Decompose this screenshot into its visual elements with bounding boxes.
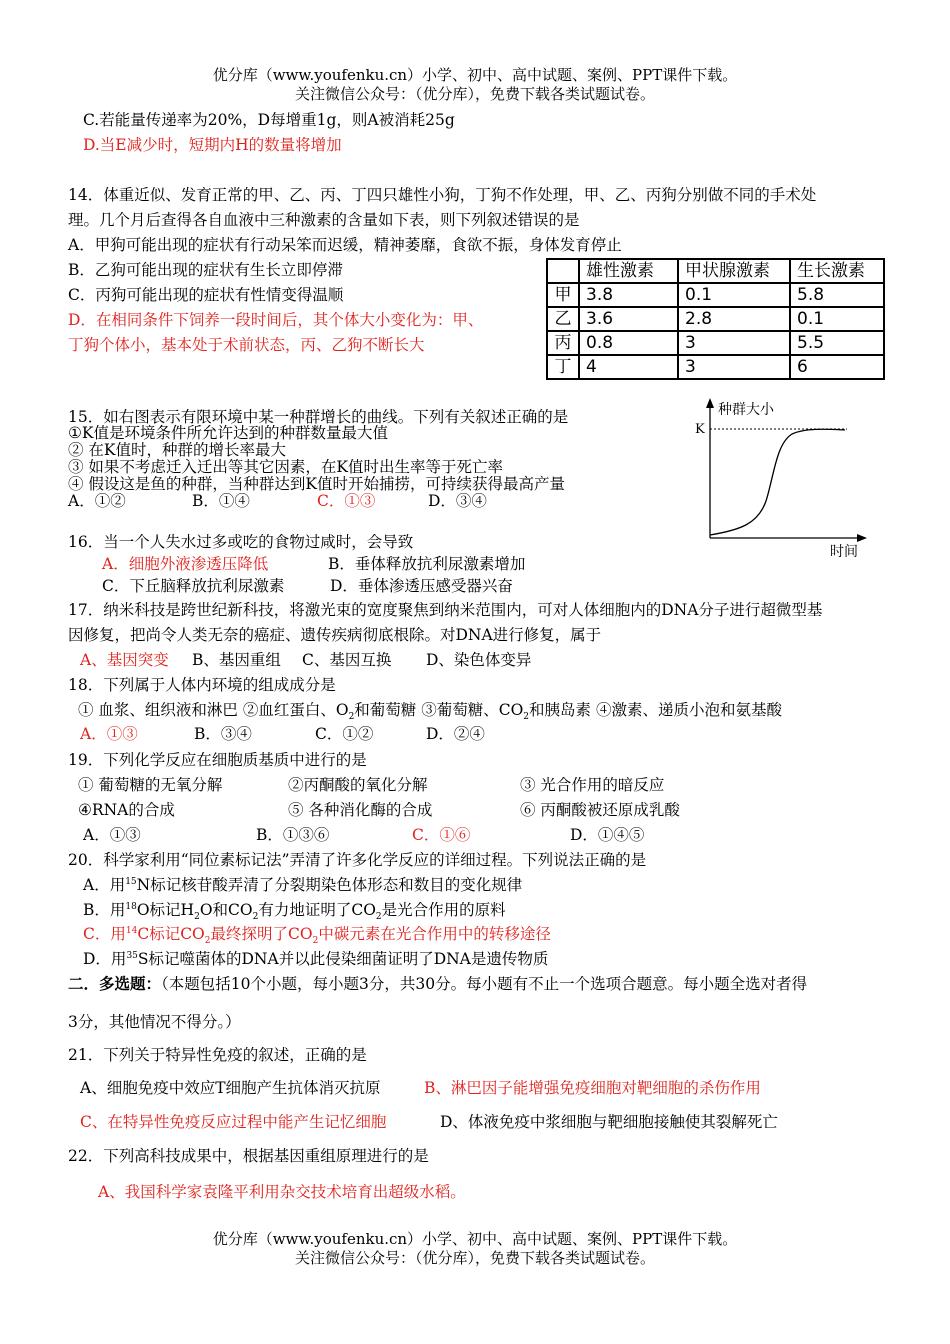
section-2-desc-line-2: 3分，其他情况不得分。） bbox=[68, 1013, 241, 1031]
table-header-cell: 生长激素 bbox=[790, 259, 884, 283]
subscript: 2 bbox=[375, 912, 382, 923]
q18-items-part-3: 和胰岛素 ④激素、递质小泡和氨基酸 bbox=[529, 701, 782, 719]
table-header-cell bbox=[547, 259, 579, 283]
table-cell: 3 bbox=[678, 331, 790, 355]
header-line-1: 优分库（www.youfenku.cn）小学、初中、高中试题、案例、PPT课件下载。 bbox=[212, 66, 738, 84]
q14-option-d-line-2: 丁狗个体小，基本处于术前状态，丙、乙狗不断长大 bbox=[68, 336, 425, 354]
q18-option-d: D．②④ bbox=[426, 725, 485, 743]
table-cell: 0.1 bbox=[678, 283, 790, 307]
q20-b-prefix: B．用 bbox=[83, 901, 126, 919]
q21-option-c: C、在特异性免疫反应过程中能产生记忆细胞 bbox=[80, 1113, 387, 1131]
table-row bbox=[547, 355, 884, 379]
q19-item-3: ③ 光合作用的暗反应 bbox=[520, 776, 665, 794]
q20-c-prefix: C．用 bbox=[83, 925, 126, 943]
q14-option-d-line-1: D．在相同条件下饲养一段时间后，其个体大小变化为：甲、 bbox=[68, 311, 484, 329]
q17-option-c: C、基因互换 bbox=[302, 651, 392, 669]
superscript: 18 bbox=[125, 901, 137, 912]
q19-stem: 19．下列化学反应在细胞质基质中进行的是 bbox=[68, 751, 367, 769]
superscript: 14 bbox=[125, 925, 138, 936]
q15-option-c: C．①③ bbox=[317, 492, 376, 510]
table-cell: 2.8 bbox=[678, 307, 790, 331]
table-cell: 丁 bbox=[547, 355, 579, 379]
q20-c-text: C标记CO bbox=[137, 925, 205, 943]
table-row bbox=[547, 331, 884, 355]
q20-stem: 20．科学家利用“同位素标记法”弄清了许多化学反应的详细过程。下列说法正确的是 bbox=[68, 851, 647, 869]
subscript: 2 bbox=[523, 712, 530, 723]
subscript: 2 bbox=[204, 936, 211, 947]
x-axis-arrow bbox=[857, 534, 867, 542]
q15-stem: 15．如右图表示有限环境中某一种群增长的曲线。下列有关叙述正确的是 bbox=[68, 408, 569, 426]
q13-option-c: C.若能量传递率为20%，D每增重1g，则A被消耗25g bbox=[83, 111, 455, 129]
q16-option-b: B．垂体释放抗利尿激素增加 bbox=[328, 555, 526, 573]
q16-option-a: A．细胞外液渗透压降低 bbox=[102, 555, 269, 573]
q14-option-b: B．乙狗可能出现的症状有生长立即停滞 bbox=[68, 261, 343, 279]
subscript: 2 bbox=[252, 912, 259, 923]
table-header-cell: 雄性激素 bbox=[579, 259, 678, 283]
q17-stem-line-2: 因修复，把尚令人类无奈的癌症、遗传疾病彻底根除。对DNA进行修复，属于 bbox=[68, 626, 602, 644]
q20-b-text: 有力地证明了CO bbox=[258, 901, 376, 919]
table-cell: 3.6 bbox=[579, 307, 678, 331]
q22-stem: 22．下列高科技成果中，根据基因重组原理进行的是 bbox=[68, 1147, 429, 1165]
q16-option-c: C．下丘脑释放抗利尿激素 bbox=[102, 577, 285, 595]
subscript: 2 bbox=[312, 936, 319, 947]
population-growth-graph bbox=[690, 396, 870, 561]
q19-item-2: ②丙酮酸的氧化分解 bbox=[288, 776, 428, 794]
q20-option-c bbox=[83, 922, 551, 946]
q20-option-a bbox=[83, 873, 522, 895]
q18-items-part-1: ① 血浆、组织液和淋巴 ②血红蛋白、O bbox=[78, 701, 349, 719]
section-2-title: 二．多选题： bbox=[68, 974, 162, 993]
subscript: 2 bbox=[194, 912, 200, 923]
q19-item-6: ⑥ 丙酮酸被还原成乳酸 bbox=[520, 801, 680, 819]
q20-option-d bbox=[83, 947, 548, 969]
q15-statement-2: ② 在K值时，种群的增长率最大 bbox=[68, 441, 287, 459]
table-header-cell: 甲状腺激素 bbox=[678, 259, 790, 283]
hormone-table bbox=[546, 258, 885, 380]
q14-option-a: A．甲狗可能出现的症状有行动呆笨而迟缓，精神萎靡，食欲不振，身体发育停止 bbox=[68, 236, 622, 254]
q20-b-text: O和CO bbox=[199, 901, 253, 919]
q15-statement-3: ③ 如果不考虑迁入迁出等其它因素，在K值时出生率等于死亡率 bbox=[68, 458, 504, 476]
y-axis-arrow bbox=[706, 398, 714, 408]
section-2-desc: （本题包括10个小题，每小题3分，共30分。每小题有不止一个选项合题意。每小题全选对者得 bbox=[161, 975, 808, 993]
q20-b-text: O标记H bbox=[136, 901, 195, 919]
q21-option-d: D、体液免疫中浆细胞与靶细胞接触使其裂解死亡 bbox=[440, 1113, 778, 1131]
subscript: 2 bbox=[348, 712, 355, 723]
header-line-2: 关注微信公众号：（优分库），免费下载各类试题试卷。 bbox=[294, 85, 655, 103]
table-row bbox=[547, 307, 884, 331]
superscript: 15 bbox=[125, 876, 137, 887]
q16-option-d: D．垂体渗透压感受器兴奋 bbox=[330, 577, 513, 595]
q19-option-d: D．①④⑤ bbox=[570, 826, 645, 844]
q18-option-b: B．③④ bbox=[194, 725, 252, 743]
table-cell: 0.8 bbox=[579, 331, 678, 355]
table-cell: 3 bbox=[678, 355, 790, 379]
q18-option-a: A．①③ bbox=[80, 725, 138, 743]
q20-option-b bbox=[83, 898, 506, 922]
q20-a-prefix: A．用 bbox=[83, 876, 126, 894]
q20-c-text: 最终探明了CO bbox=[210, 925, 313, 943]
table-cell: 0.1 bbox=[790, 307, 884, 331]
q14-stem-line-1: 14．体重近似、发育正常的甲、乙、丙、丁四只雄性小狗，丁狗不作处理，甲、乙、丙狗分别做不同的手术处 bbox=[68, 186, 817, 204]
q21-stem: 21．下列关于特异性免疫的叙述，正确的是 bbox=[68, 1046, 367, 1064]
q20-c-text: 中碳元素在光合作用中的转移途径 bbox=[318, 925, 551, 943]
q14-option-c: C．丙狗可能出现的症状有性情变得温顺 bbox=[68, 286, 344, 304]
footer-line-1: 优分库（www.youfenku.cn）小学、初中、高中试题、案例、PPT课件下载。 bbox=[212, 1230, 738, 1248]
q14-stem-line-2: 理。几个月后查得各自血液中三种激素的含量如下表，则下列叙述错误的是 bbox=[68, 211, 580, 229]
table-cell: 5.5 bbox=[790, 331, 884, 355]
table-header-row bbox=[547, 259, 884, 283]
q18-stem: 18．下列属于人体内环境的组成成分是 bbox=[68, 676, 336, 694]
q15-statement-4: ④ 假设这是鱼的种群，当种群达到K值时开始捕捞，可持续获得最高产量 bbox=[68, 475, 566, 493]
q17-stem-line-1: 17．纳米科技是跨世纪新科技，将激光束的宽度聚焦到纳米范围内，可对人体细胞内的DNA分子进行超微型基 bbox=[68, 601, 823, 619]
q16-stem: 16．当一个人失水过多或吃的食物过咸时，会导致 bbox=[68, 533, 414, 551]
q18-items bbox=[78, 698, 782, 722]
q18-items-part-2: 和葡萄糖 ③葡萄糖、CO bbox=[354, 701, 524, 719]
q19-option-c: C．①⑥ bbox=[412, 826, 471, 844]
y-axis-label: 种群大小 bbox=[718, 402, 774, 418]
footer-line-2: 关注微信公众号：（优分库），免费下载各类试题试卷。 bbox=[294, 1249, 655, 1267]
table-cell: 乙 bbox=[547, 307, 579, 331]
table-cell: 丙 bbox=[547, 331, 579, 355]
q20-d-text: S标记噬菌体的DNA并以此侵染细菌证明了DNA是遗传物质 bbox=[137, 950, 549, 968]
table-cell: 4 bbox=[579, 355, 678, 379]
q19-option-b: B．①③⑥ bbox=[256, 826, 330, 844]
q18-option-c: C．①② bbox=[315, 725, 374, 743]
q19-item-5: ⑤ 各种消化酶的合成 bbox=[288, 801, 433, 819]
q20-a-text: N标记核苷酸弄清了分裂期染色体形态和数目的变化规律 bbox=[136, 876, 523, 894]
table-cell: 6 bbox=[790, 355, 884, 379]
q22-option-a: A、我国科学家袁隆平利用杂交技术培育出超级水稻。 bbox=[98, 1183, 466, 1201]
table-cell: 甲 bbox=[547, 283, 579, 307]
table-row bbox=[547, 283, 884, 307]
q19-item-1: ① 葡萄糖的无氧分解 bbox=[78, 776, 223, 794]
q21-option-a: A、细胞免疫中效应T细胞产生抗体消灭抗原 bbox=[80, 1079, 381, 1097]
k-label: K bbox=[695, 422, 705, 437]
q17-option-a: A、基因突变 bbox=[80, 651, 169, 669]
table-cell: 5.8 bbox=[790, 283, 884, 307]
s-curve bbox=[710, 429, 845, 535]
q15-option-a: A．①② bbox=[68, 492, 126, 510]
superscript: 35 bbox=[126, 950, 138, 961]
q17-option-b: B、基因重组 bbox=[192, 651, 281, 669]
x-axis-label: 时间 bbox=[830, 544, 858, 560]
q19-option-a: A．①③ bbox=[83, 826, 141, 844]
q15-option-d: D．③④ bbox=[428, 492, 487, 510]
q13-option-d: D.当E减少时，短期内H的数量将增加 bbox=[83, 136, 342, 154]
q20-b-text: 是光合作用的原料 bbox=[381, 901, 506, 919]
q15-option-b: B．①④ bbox=[192, 492, 250, 510]
table-cell: 3.8 bbox=[579, 283, 678, 307]
q15-statement-1: ①K值是环境条件所允许达到的种群数量最大值 bbox=[68, 424, 388, 442]
section-2-heading bbox=[68, 972, 807, 994]
q21-option-b: B、淋巴因子能增强免疫细胞对靶细胞的杀伤作用 bbox=[424, 1079, 761, 1097]
q19-item-4: ④RNA的合成 bbox=[78, 801, 175, 819]
q20-d-prefix: D．用 bbox=[83, 950, 127, 968]
q17-option-d: D、染色体变异 bbox=[426, 651, 532, 669]
